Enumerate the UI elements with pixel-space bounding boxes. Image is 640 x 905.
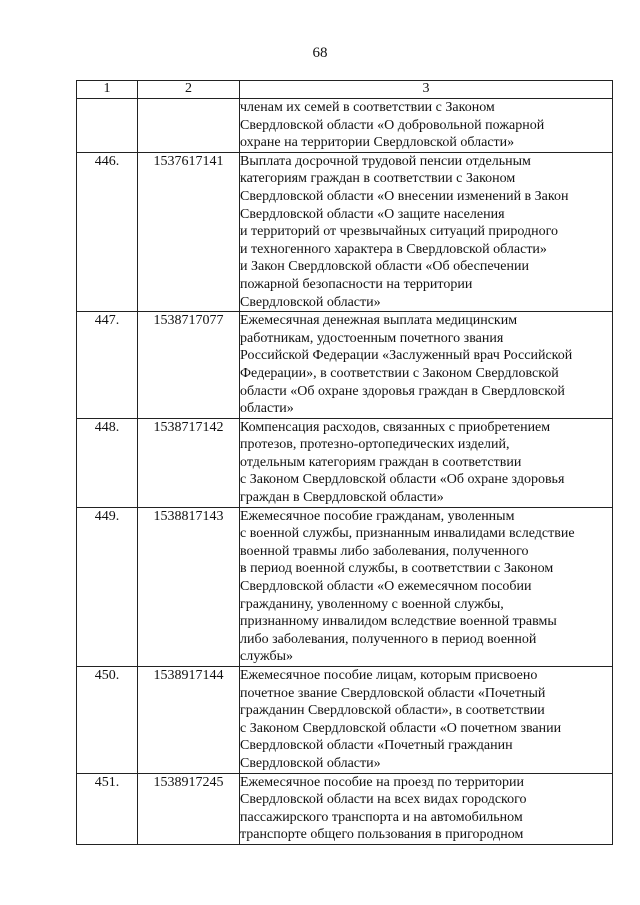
row-description: [240, 418, 613, 507]
table-row: [77, 667, 613, 774]
row-description: [240, 312, 613, 419]
description-line: Компенсация расходов, связанных с приобретением: [240, 419, 551, 435]
description-line: Свердловской области «О добровольной пожарной: [240, 117, 545, 133]
row-number: 447.: [77, 312, 138, 419]
description-line: области»: [240, 401, 294, 417]
description-line: и техногенного характера в Свердловской области»: [240, 241, 547, 257]
page-number: 68: [312, 45, 328, 61]
column-header-3: 3: [240, 81, 613, 99]
description-line: Свердловской области»: [240, 294, 381, 310]
table-row: [77, 99, 613, 153]
row-description: [240, 507, 613, 666]
description-line: Ежемесячное пособие на проезд по территории: [240, 774, 525, 790]
description-line: гражданин Свердловской области», в соответствии: [240, 703, 545, 719]
description-line: Свердловской области «О защите населения: [240, 206, 505, 222]
table-header: [77, 81, 613, 99]
description-line: членам их семей в соответствии с Законом: [240, 100, 495, 115]
description-line: Ежемесячная денежная выплата медицинским: [240, 313, 518, 329]
description-line: Свердловской области на всех видах городского: [240, 792, 527, 808]
row-number: 450.: [77, 667, 138, 774]
row-code: 1538817143: [138, 507, 240, 666]
description-line: гражданину, уволенному с военной службы,: [240, 596, 504, 612]
description-line: Ежемесячное пособие гражданам, уволенным: [240, 508, 515, 524]
description-line: работникам, удостоенным почетного звания: [240, 330, 504, 346]
row-description: [240, 773, 613, 844]
header-row: [77, 81, 613, 99]
row-code: 1538717142: [138, 418, 240, 507]
table-row: [77, 418, 613, 507]
description-line: протезов, протезно-ортопедических изделий,: [240, 437, 510, 453]
description-line: Свердловской области «Почетный гражданин: [240, 738, 513, 754]
description-line: категориям граждан в соответствии с Законом: [240, 171, 516, 187]
table-row: [77, 312, 613, 419]
description-line: признанному инвалидом вследствие военной травмы: [240, 614, 557, 630]
table-row: [77, 507, 613, 666]
description-line: Ежемесячное пособие лицам, которым присвоено: [240, 668, 538, 683]
row-number: 449.: [77, 507, 138, 666]
row-description: [240, 99, 613, 153]
description-line: Выплата досрочной трудовой пенсии отдельным: [240, 153, 531, 169]
row-description: [240, 152, 613, 311]
row-code: [138, 99, 240, 153]
description-line: охране на территории Свердловской области»: [240, 135, 515, 151]
description-line: Российской Федерации «Заслуженный врач Российской: [240, 348, 573, 364]
row-number: 448.: [77, 418, 138, 507]
description-line: Свердловской области»: [240, 755, 381, 771]
description-line: граждан в Свердловской области»: [240, 490, 444, 506]
description-line: пассажирского транспорта и на автомобильном: [240, 809, 523, 825]
row-number: 451.: [77, 773, 138, 844]
description-line: области «Об охране здоровья граждан в Свердловской: [240, 383, 565, 399]
description-line: службы»: [240, 649, 294, 665]
table-row: [77, 152, 613, 311]
description-line: Свердловской области «О ежемесячном пособии: [240, 579, 532, 595]
description-line: с военной службы, признанным инвалидами вследствие: [240, 526, 575, 542]
column-header-1: 1: [77, 81, 138, 99]
row-code: 1538917144: [138, 667, 240, 774]
row-code: 1538917245: [138, 773, 240, 844]
description-line: пожарной безопасности на территории: [240, 276, 473, 292]
description-line: и Закон Свердловской области «Об обеспечении: [240, 259, 529, 275]
description-line: с Законом Свердловской области «Об охране здоровья: [240, 472, 565, 488]
row-description: [240, 667, 613, 774]
benefits-table: [76, 80, 613, 845]
description-line: отдельным категориям граждан в соответствии: [240, 454, 522, 470]
description-line: либо заболевания, полученного в период военной: [240, 631, 537, 647]
description-line: Свердловской области «О внесении изменений в Закон: [240, 188, 569, 204]
description-line: военной травмы либо заболевания, полученного: [240, 543, 529, 559]
description-line: почетное звание Свердловской области «Почетный: [240, 685, 546, 701]
row-number: 446.: [77, 152, 138, 311]
row-code: 1538717077: [138, 312, 240, 419]
description-line: транспорте общего пользования в пригородном: [240, 827, 524, 843]
table-body: [77, 99, 613, 845]
row-number: [77, 99, 138, 153]
description-line: Федерации», в соответствии с Законом Свердловской: [240, 365, 559, 381]
description-line: с Законом Свердловской области «О почетном звании: [240, 720, 562, 736]
description-line: и территорий от чрезвычайных ситуаций природного: [240, 224, 559, 240]
column-header-2: 2: [138, 81, 240, 99]
row-code: 1537617141: [138, 152, 240, 311]
table-row: [77, 773, 613, 844]
description-line: в период военной службы, в соответствии с Законом: [240, 561, 554, 577]
